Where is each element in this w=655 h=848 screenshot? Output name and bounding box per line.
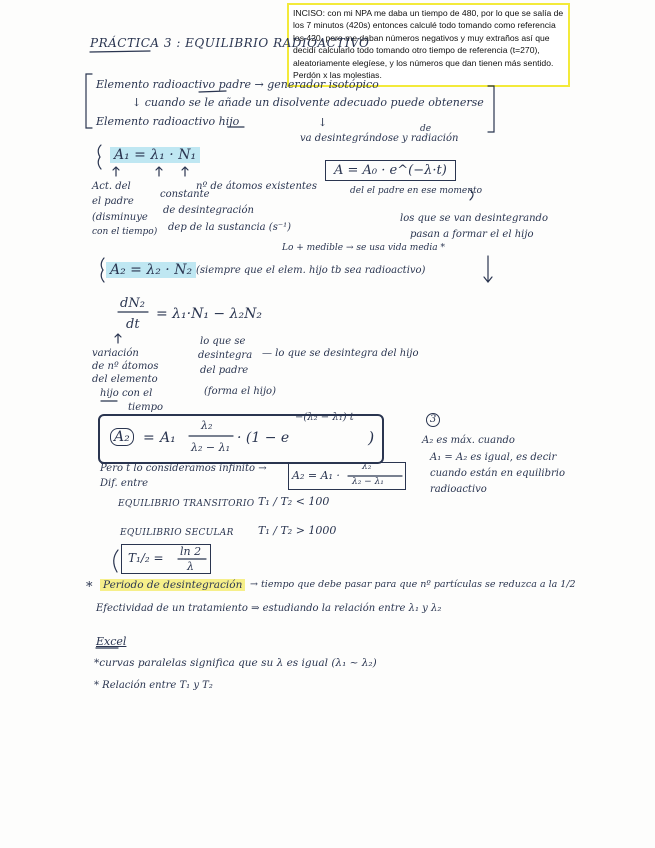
half-life-lhs: T₁/₂ = bbox=[128, 551, 164, 565]
eq1-label-pasan: pasan a formar el el hijo bbox=[410, 229, 534, 240]
eq1-label-padre: el padre bbox=[92, 196, 134, 207]
eq3-v3: del elemento bbox=[92, 374, 158, 385]
eq4-r2: A₁ = A₂ es igual, es decir bbox=[430, 452, 557, 463]
eq4-numerator: λ₂ bbox=[201, 419, 213, 432]
limit-box-lhs: A₂ = A₁ · bbox=[292, 469, 340, 482]
intro-line-5: va desintegrándose y radiación bbox=[300, 133, 459, 144]
eq4-circled-3: 3 bbox=[426, 413, 440, 427]
limit-secular-ratio: T₁ / T₂ > 1000 bbox=[258, 524, 337, 537]
eq1-label-vida: Lo + medible → se usa vida media * bbox=[282, 243, 446, 253]
excel-line-1: *curvas paralelas significa que su λ es igual (λ₁ ~ λ₂) bbox=[94, 657, 377, 669]
eq1-boxed-decay: A = A₀ · e^(−λ·t) bbox=[325, 160, 456, 181]
eq1-label-act: Act. del bbox=[92, 181, 131, 192]
eq2-note: (siempre que el elem. hijo tb sea radioactivo) bbox=[196, 265, 426, 276]
intro-line-3: Elemento radioactivo hijo bbox=[96, 115, 240, 128]
eq4-denominator: λ₂ − λ₁ bbox=[191, 441, 230, 454]
eq1-label-losque: los que se van desintegrando bbox=[400, 213, 548, 224]
limit-dif: Dif. entre bbox=[100, 478, 148, 489]
excel-line-2: * Relación entre T₁ y T₂ bbox=[94, 680, 213, 691]
half-life-star: * bbox=[86, 580, 93, 595]
eq1-label-desint: de desintegración bbox=[163, 205, 254, 216]
eq4-close: ) bbox=[368, 428, 375, 447]
limit-text: Pero t lo consideramos infinito → bbox=[100, 463, 267, 474]
eq3-rhs: = λ₁·N₁ − λ₂N₂ bbox=[156, 306, 262, 322]
eq1-label-natomos: nº de átomos existentes bbox=[196, 181, 317, 192]
page-title: PRÁCTICA 3 : EQUILIBRIO RADIOACTIVO bbox=[90, 36, 370, 50]
intro-line-6: de bbox=[420, 124, 432, 134]
eq1-label-constante: constante bbox=[160, 189, 210, 200]
intro-line-2: ↓ cuando se le añade un disolvente adecuado puede obtenerse bbox=[132, 96, 484, 109]
limit-box-num: λ₂ bbox=[362, 462, 372, 472]
eq2-formula: A₂ = λ₂ · N₂ bbox=[106, 262, 196, 278]
half-life-definition: → tiempo que debe pasar para que nº partículas se reduzca a la 1/2 bbox=[250, 579, 576, 590]
limit-secular: EQUILIBRIO SECULAR bbox=[120, 528, 234, 538]
efectividad-line: Efectividad de un tratamiento ⇒ estudiando la relación entre λ₁ y λ₂ bbox=[96, 603, 442, 614]
eq3-v1: variación bbox=[92, 348, 139, 359]
eq4-paren: · (1 − e bbox=[237, 430, 290, 446]
eq3-v2: de nº átomos bbox=[92, 361, 159, 372]
eq3-m3: del padre bbox=[200, 365, 249, 376]
intro-line-1: Elemento radioactivo padre → generador isotópico bbox=[96, 78, 379, 91]
limit-box-den: λ₂ − λ₁ bbox=[352, 477, 384, 487]
eq3-lhs-denominator: dt bbox=[126, 317, 140, 332]
eq3-r1: — lo que se desintegra del hijo bbox=[262, 348, 419, 359]
eq4-r3: cuando están en equilibrio bbox=[430, 468, 565, 479]
half-life-den: λ bbox=[187, 560, 194, 573]
eq4-exponent: −(λ₂ − λ₁) t bbox=[295, 412, 354, 423]
eq4-equals: = bbox=[143, 430, 155, 446]
eq3-m2: desintegra bbox=[198, 350, 253, 361]
inciso-note-text: INCISO: con mi NPA me daba un tiempo de 480, por lo que se salía de los 7 minutos (420s) entonces calculé todo tomando como referencia los 420, pero me daban números negativos y muy extraños así que decidí calcularlo todo tomando otro tiempo de referencia (t=270), aleatoriamente elegíese, y los números que dan tienen más sentido. Perdón x las molestias. bbox=[293, 8, 564, 81]
excel-heading: Excel bbox=[96, 635, 127, 648]
eq3-lhs-numerator: dN₂ bbox=[120, 296, 145, 311]
eq1-formula: A₁ = λ₁ · N₁ bbox=[110, 147, 200, 163]
eq4-r1: A₂ es máx. cuando bbox=[422, 435, 515, 446]
limit-transitorio-ratio: T₁ / T₂ < 100 bbox=[258, 495, 330, 508]
half-life-label: Periodo de desintegración bbox=[100, 579, 245, 591]
limit-transitorio: EQUILIBRIO TRANSITORIO bbox=[118, 499, 255, 509]
eq3-m1: lo que se bbox=[200, 336, 246, 347]
eq3-m4: (forma el hijo) bbox=[204, 386, 276, 397]
eq4-a1: A₁ bbox=[160, 430, 176, 446]
intro-line-4: ↓ bbox=[318, 116, 328, 129]
eq4-r4: radioactivo bbox=[430, 484, 487, 495]
eq3-v5: tiempo bbox=[128, 402, 164, 413]
eq1-label-tiempo: con el tiempo) bbox=[92, 227, 158, 237]
half-life-num: ln 2 bbox=[180, 545, 202, 558]
eq4-lhs: A₂ bbox=[110, 428, 134, 446]
eq1-label-dism: (disminuye bbox=[92, 212, 148, 223]
eq1-label-momento: del el padre en ese momento bbox=[350, 186, 483, 196]
eq1-label-dep: dep de la sustancia (s⁻¹) bbox=[168, 222, 292, 233]
eq3-v4: hijo con el bbox=[100, 388, 153, 399]
